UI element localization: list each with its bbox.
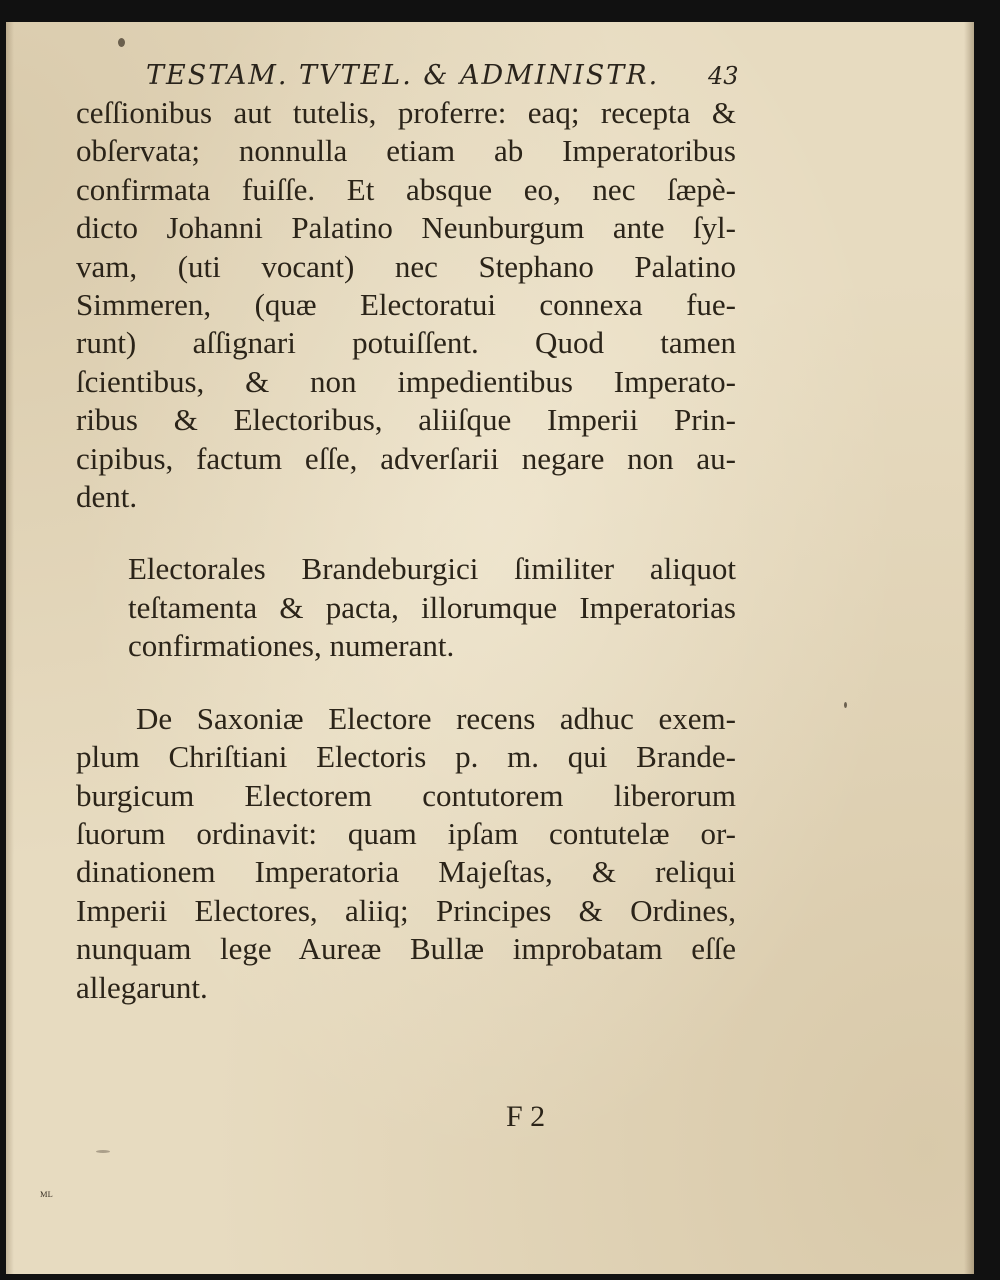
text-line: Simmeren, (quæ Electoratui connexa fue- xyxy=(76,287,736,323)
page-shadow-right xyxy=(964,22,974,1274)
text-line: teſtamenta & pacta, illorumque Imperatorias xyxy=(128,589,736,625)
running-head: TESTAM. TVTEL. & ADMINISTR. xyxy=(146,60,660,91)
paragraph-1 xyxy=(76,94,736,516)
text-line: ſcientibus, & non impedientibus Imperato- xyxy=(76,363,736,399)
paragraph-3 xyxy=(76,700,736,1007)
page-shadow-left xyxy=(6,22,14,1274)
text-line: burgicum Electorem contutorem liberorum xyxy=(76,777,736,813)
text-line: Imperii Electores, aliiq; Principes & Ordines, xyxy=(76,892,736,928)
text-line: plum Chriſtiani Electoris p. m. qui Brande- xyxy=(76,739,736,775)
text-line: ceſſionibus aut tutelis, proferre: eaq; recepta & xyxy=(76,95,736,130)
corner-mark: ᴹᴸ xyxy=(40,1190,53,1205)
text-line: ſuorum ordinavit: quam ipſam contutelæ or- xyxy=(76,815,736,851)
text-line: vam, (uti vocant) nec Stephano Palatino xyxy=(76,248,736,284)
paragraph-2 xyxy=(76,550,736,665)
page-number: 43 xyxy=(708,62,739,90)
text-line: dent. xyxy=(76,479,138,515)
text-line: runt) aſſignari potuiſſent. Quod tamen xyxy=(76,325,736,361)
text-line: confirmata fuiſſe. Et absque eo, nec ſæpè- xyxy=(76,171,736,207)
signature-mark: F 2 xyxy=(506,1100,546,1133)
text-line: dicto Johanni Palatino Neunburgum ante ſyl- xyxy=(76,210,736,246)
text-line: obſervata; nonnulla etiam ab Imperatoribus xyxy=(76,133,736,169)
text-line: allegarunt. xyxy=(76,969,208,1005)
ink-speck xyxy=(118,38,125,47)
ink-speck xyxy=(96,1150,110,1153)
text-line: confirmationes, numerant. xyxy=(128,628,455,664)
text-line: De Saxoniæ Electore recens adhuc exem- xyxy=(136,700,736,736)
body-text xyxy=(76,94,736,1007)
text-line: Electorales Brandeburgici ſimiliter aliquot xyxy=(128,551,736,587)
text-line: cipibus, factum eſſe, adverſarii negare non au- xyxy=(76,440,736,476)
ink-speck xyxy=(844,702,847,708)
text-line: nunquam lege Aureæ Bullæ improbatam eſſe xyxy=(76,931,736,967)
text-line: dinationem Imperatoria Majeſtas, & reliqui xyxy=(76,854,736,890)
text-line: ribus & Electoribus, aliiſque Imperii Prin- xyxy=(76,402,736,438)
book-page xyxy=(6,22,974,1274)
